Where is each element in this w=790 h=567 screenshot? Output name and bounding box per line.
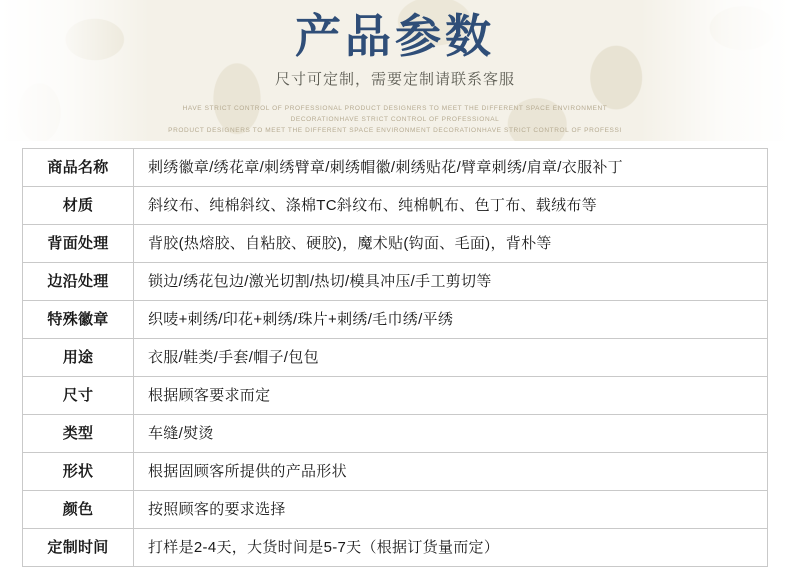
table-row <box>23 301 768 339</box>
banner-content <box>0 0 790 136</box>
spec-label: 类型 <box>23 415 134 453</box>
spec-table-wrapper <box>0 141 790 567</box>
table-row <box>23 529 768 567</box>
spec-value: 刺绣徽章/绣花章/刺绣臂章/刺绣帽徽/刺绣贴花/臂章刺绣/肩章/衣服补丁 <box>134 149 768 187</box>
page-banner <box>0 0 790 141</box>
spec-value: 斜纹布、纯棉斜纹、涤棉TC斜纹布、纯棉帆布、色丁布、载绒布等 <box>134 187 768 225</box>
table-row <box>23 415 768 453</box>
page-title: 产品参数 <box>295 10 495 62</box>
table-row <box>23 491 768 529</box>
spec-table-body <box>23 149 768 567</box>
table-row <box>23 187 768 225</box>
spec-label: 用途 <box>23 339 134 377</box>
spec-label: 材质 <box>23 187 134 225</box>
banner-english-text <box>0 103 790 136</box>
spec-label: 定制时间 <box>23 529 134 567</box>
spec-value: 衣服/鞋类/手套/帽子/包包 <box>134 339 768 377</box>
table-row <box>23 377 768 415</box>
spec-label: 特殊徽章 <box>23 301 134 339</box>
page-subtitle: 尺寸可定制，需要定制请联系客服 <box>274 71 515 88</box>
spec-label: 背面处理 <box>23 225 134 263</box>
spec-table <box>22 148 768 567</box>
spec-label: 商品名称 <box>23 149 134 187</box>
table-row <box>23 225 768 263</box>
spec-value: 锁边/绣花包边/激光切割/热切/模具冲压/手工剪切等 <box>134 263 768 301</box>
table-row <box>23 453 768 491</box>
spec-value: 打样是2-4天，大货时间是5-7天（根据订货量而定） <box>134 529 768 567</box>
spec-value: 根据顾客要求而定 <box>134 377 768 415</box>
spec-value: 背胶(热熔胶、自粘胶、硬胶)，魔术贴(钩面、毛面)，背朴等 <box>134 225 768 263</box>
spec-value: 根据固顾客所提供的产品形状 <box>134 453 768 491</box>
table-row <box>23 149 768 187</box>
spec-label: 边沿处理 <box>23 263 134 301</box>
banner-english-line-1: HAVE STRICT CONTROL OF PROFESSIONAL PRODUCT DESIGNERS TO MEET THE DIFFERENT SPACE ENVIRONMENT DECORATIONHAVE STRICT CONTROL OF PROFESSIONAL <box>182 105 608 123</box>
table-row <box>23 339 768 377</box>
spec-label: 形状 <box>23 453 134 491</box>
banner-english-line-2: PRODUCT DESIGNERS TO MEET THE DIFFERENT SPACE ENVIRONMENT DECORATIONHAVE STRICT CONTROL OF PROFESSI <box>168 127 622 134</box>
spec-label: 尺寸 <box>23 377 134 415</box>
spec-label: 颜色 <box>23 491 134 529</box>
spec-value: 织唛+刺绣/印花+刺绣/珠片+刺绣/毛巾绣/平绣 <box>134 301 768 339</box>
spec-value: 车缝/熨烫 <box>134 415 768 453</box>
spec-value: 按照顾客的要求选择 <box>134 491 768 529</box>
table-row <box>23 263 768 301</box>
